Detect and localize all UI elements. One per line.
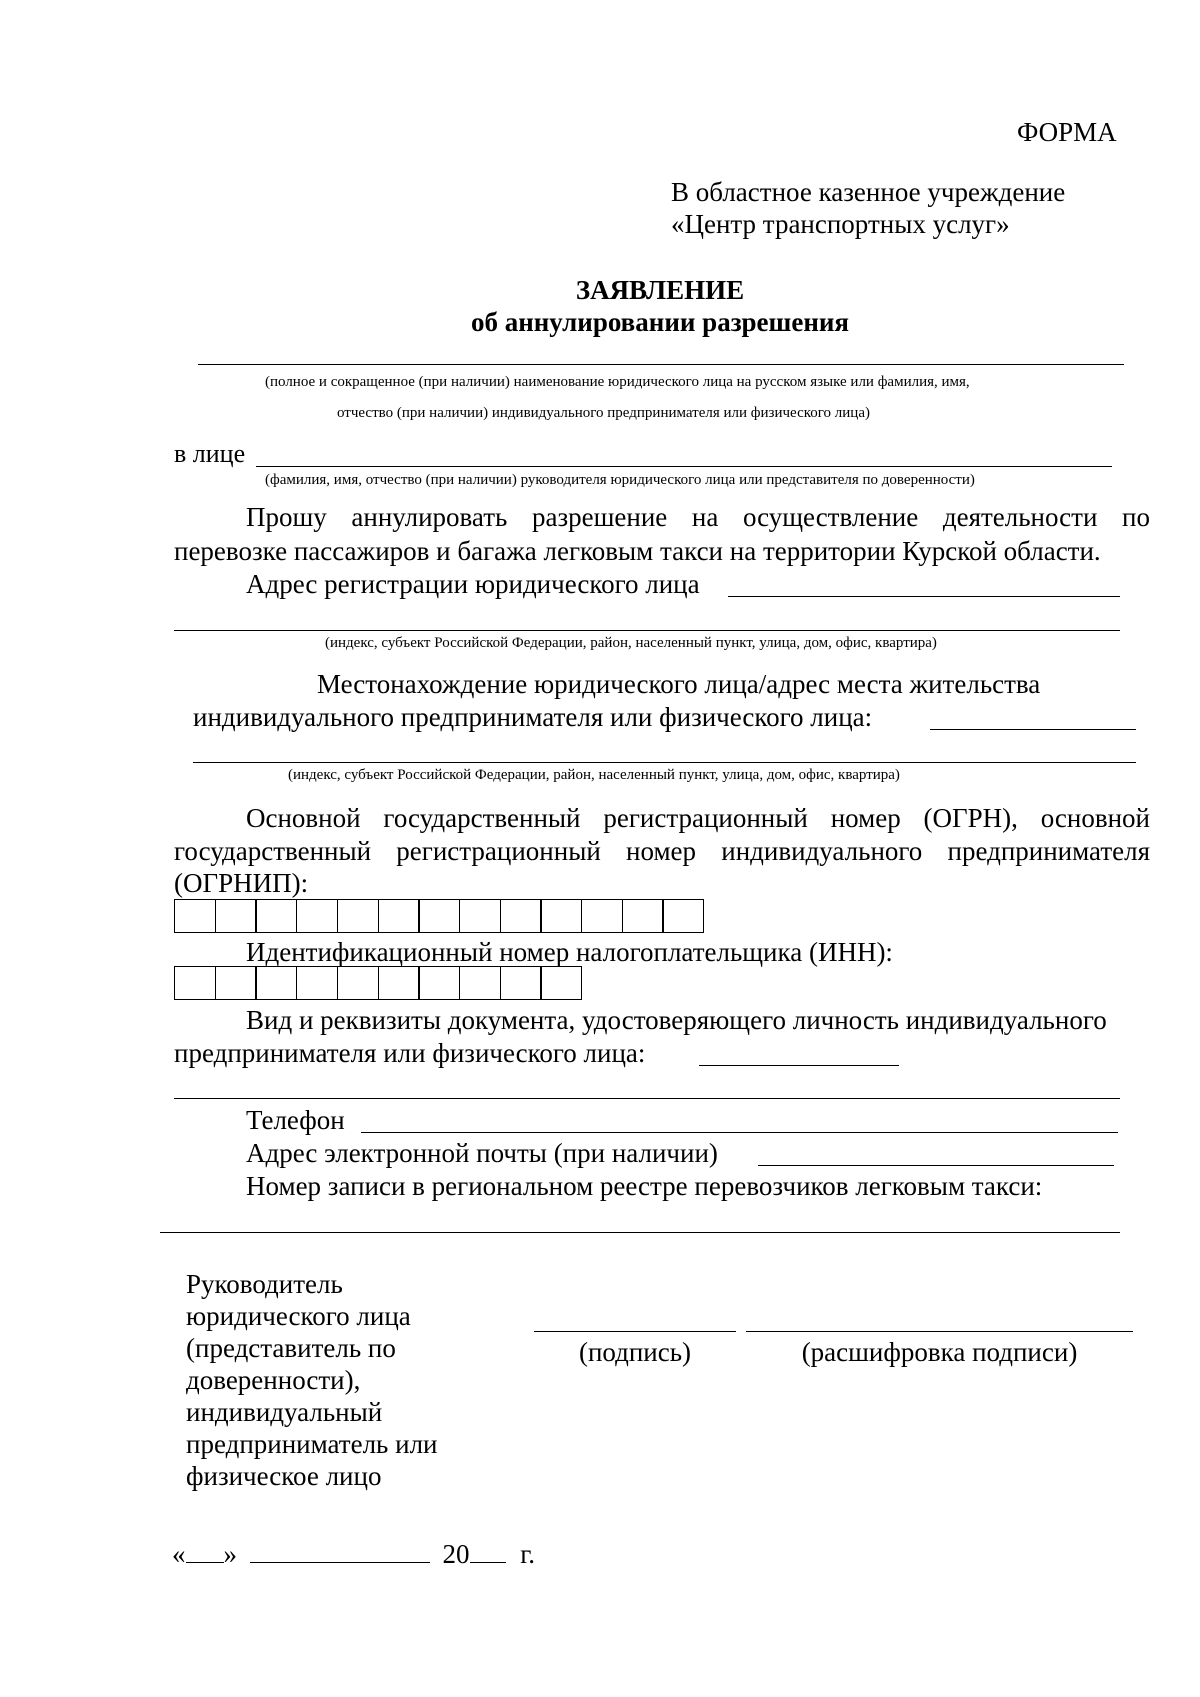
registry-label: Номер записи в региональном реестре перевозчиков легковым такси: bbox=[246, 1171, 1043, 1201]
ogrn-cell[interactable] bbox=[378, 899, 420, 933]
identity-doc-field-cont[interactable] bbox=[174, 1098, 1120, 1099]
date-year-suffix: г. bbox=[520, 1539, 536, 1569]
signer-line: физическое лицо bbox=[186, 1461, 382, 1491]
representative-label: в лице bbox=[174, 439, 246, 468]
phone-field[interactable] bbox=[361, 1132, 1118, 1133]
location-field-cont[interactable] bbox=[193, 762, 1136, 763]
inn-cell[interactable] bbox=[296, 966, 338, 1000]
legal-address-hint: (индекс, субъект Российской Федерации, район, населенный пункт, улица, дом, офис, квартира) bbox=[325, 635, 937, 651]
signature-field[interactable] bbox=[534, 1331, 736, 1332]
inn-cell[interactable] bbox=[215, 966, 257, 1000]
location-field[interactable] bbox=[930, 729, 1136, 730]
ogrn-cell[interactable] bbox=[662, 899, 704, 933]
representative-field[interactable] bbox=[256, 466, 1112, 467]
registry-field[interactable] bbox=[160, 1232, 1120, 1233]
ogrn-cells[interactable] bbox=[174, 899, 703, 933]
inn-cell[interactable] bbox=[174, 966, 216, 1000]
identity-doc-field[interactable] bbox=[699, 1065, 899, 1066]
signer-line: предприниматель или bbox=[186, 1429, 438, 1459]
inn-cell[interactable] bbox=[255, 966, 297, 1000]
ogrn-cell[interactable] bbox=[459, 899, 501, 933]
request-line-2: перевозке пассажиров и багажа легковым такси на территории Курской области. bbox=[174, 536, 1101, 566]
signature-decoding-field[interactable] bbox=[746, 1331, 1133, 1332]
email-field[interactable] bbox=[758, 1165, 1114, 1166]
signature-hint: (подпись) bbox=[578, 1337, 692, 1367]
date-month-field[interactable] bbox=[250, 1536, 430, 1563]
applicant-name-field[interactable] bbox=[198, 364, 1124, 365]
signature-decoding-hint: (расшифровка подписи) bbox=[801, 1337, 1078, 1367]
ogrn-line-1: Основной государственный регистрационный номер (ОГРН), основной bbox=[246, 803, 1150, 833]
signer-line: (представитель по bbox=[186, 1333, 396, 1363]
legal-address-field-cont[interactable] bbox=[174, 630, 1120, 631]
signer-line: Руководитель bbox=[186, 1269, 343, 1299]
applicant-hint-line-1: (полное и сокращенное (при наличии) наименование юридического лица на русском языке или фамилия, имя, bbox=[265, 374, 970, 390]
email-label: Адрес электронной почты (при наличии) bbox=[246, 1138, 718, 1168]
phone-label: Телефон bbox=[246, 1105, 345, 1135]
addressee-line-2: «Центр транспортных услуг» bbox=[671, 209, 1010, 239]
signer-line: индивидуальный bbox=[186, 1397, 383, 1427]
date-year-field[interactable] bbox=[470, 1536, 506, 1563]
ogrn-cell[interactable] bbox=[540, 899, 582, 933]
inn-cell[interactable] bbox=[540, 966, 582, 1000]
signer-line: доверенности), bbox=[186, 1365, 361, 1395]
ogrn-cell[interactable] bbox=[500, 899, 542, 933]
inn-cell[interactable] bbox=[337, 966, 379, 1000]
ogrn-cell[interactable] bbox=[622, 899, 664, 933]
signer-line: юридического лица bbox=[186, 1301, 411, 1331]
date-open-quote: « bbox=[172, 1539, 186, 1569]
inn-cell[interactable] bbox=[378, 966, 420, 1000]
identity-doc-line-2: предпринимателя или физического лица: bbox=[174, 1038, 646, 1068]
ogrn-cell[interactable] bbox=[215, 899, 257, 933]
signer-block bbox=[186, 1268, 466, 1492]
addressee-line-1: В областное казенное учреждение bbox=[671, 177, 1066, 207]
document-title: ЗАЯВЛЕНИЕ bbox=[575, 275, 745, 305]
inn-cell[interactable] bbox=[500, 966, 542, 1000]
applicant-hint-line-2: отчество (при наличии) индивидуального предпринимателя или физического лица) bbox=[337, 405, 870, 421]
ogrn-cell[interactable] bbox=[418, 899, 460, 933]
legal-address-label: Адрес регистрации юридического лица bbox=[246, 569, 700, 599]
inn-label: Идентификационный номер налогоплательщика (ИНН): bbox=[246, 937, 893, 967]
location-line-1: Местонахождение юридического лица/адрес места жительства bbox=[317, 669, 1041, 699]
identity-doc-line-1: Вид и реквизиты документа, удостоверяющего личность индивидуального bbox=[246, 1005, 1107, 1035]
ogrn-line-3: (ОГРНИП): bbox=[174, 868, 309, 898]
ogrn-line-2: государственный регистрационный номер индивидуального предпринимателя bbox=[174, 836, 1150, 866]
ogrn-cell[interactable] bbox=[581, 899, 623, 933]
form-label: ФОРМА bbox=[1017, 117, 1117, 147]
ogrn-cell[interactable] bbox=[337, 899, 379, 933]
location-hint: (индекс, субъект Российской Федерации, район, населенный пункт, улица, дом, офис, квартира) bbox=[288, 767, 900, 783]
inn-cells[interactable] bbox=[174, 966, 581, 1000]
ogrn-cell[interactable] bbox=[174, 899, 216, 933]
date-line bbox=[172, 1536, 535, 1570]
ogrn-cell[interactable] bbox=[296, 899, 338, 933]
ogrn-cell[interactable] bbox=[255, 899, 297, 933]
inn-cell[interactable] bbox=[418, 966, 460, 1000]
legal-address-field[interactable] bbox=[728, 596, 1120, 597]
location-line-2: индивидуального предпринимателя или физического лица: bbox=[193, 702, 873, 732]
date-close-quote: » bbox=[223, 1539, 237, 1569]
document-subtitle: об аннулировании разрешения bbox=[470, 307, 850, 337]
representative-hint: (фамилия, имя, отчество (при наличии) руководителя юридического лица или представителя по доверенности) bbox=[265, 472, 975, 488]
request-line-1: Прошу аннулировать разрешение на осуществление деятельности по bbox=[246, 502, 1150, 532]
date-day-field[interactable] bbox=[186, 1536, 224, 1563]
date-year-prefix: 20 bbox=[442, 1539, 470, 1569]
inn-cell[interactable] bbox=[459, 966, 501, 1000]
